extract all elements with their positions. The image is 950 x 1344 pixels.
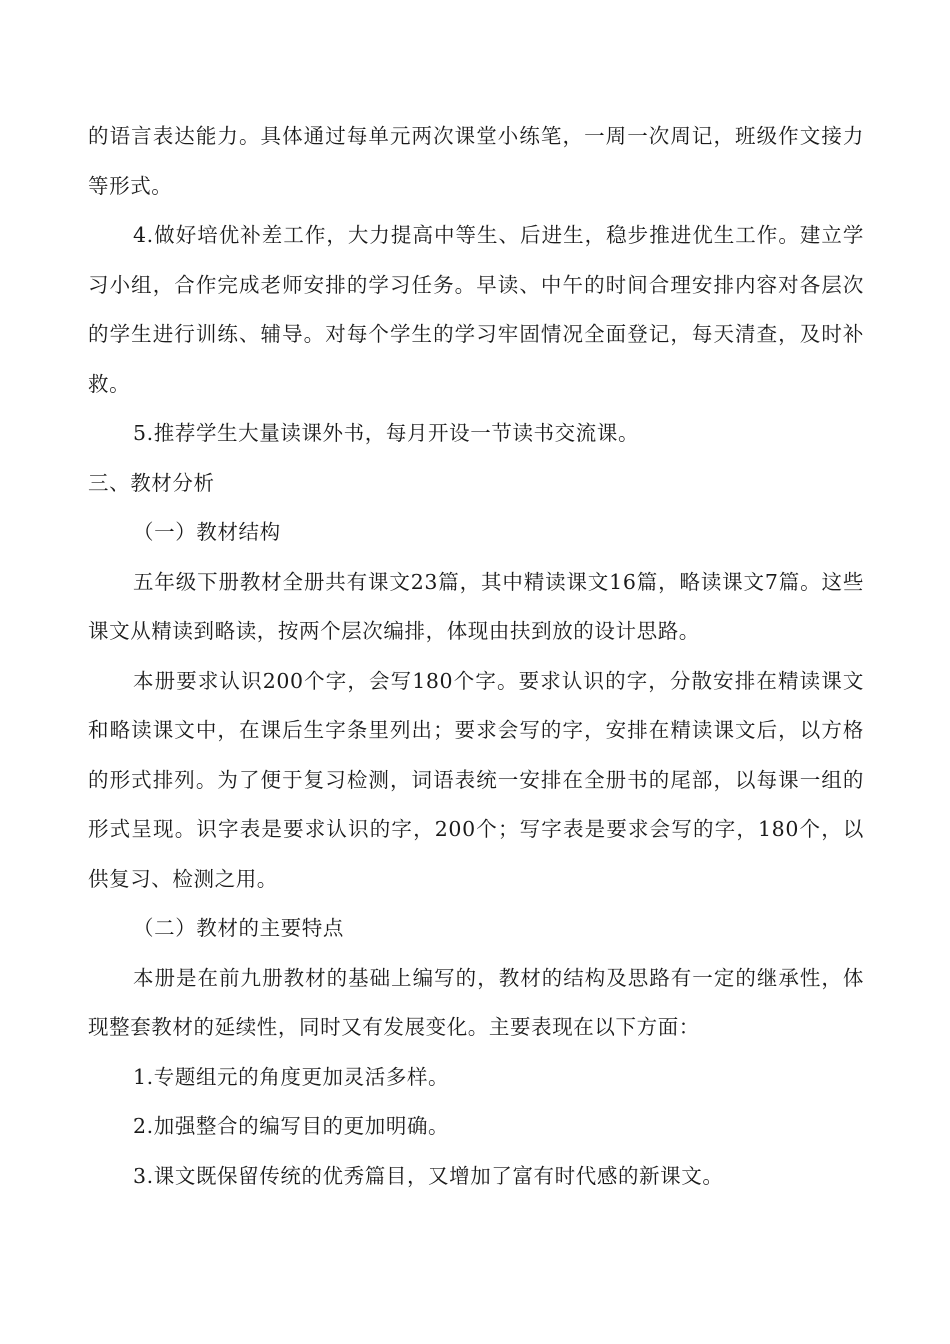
paragraph-continuation: 的语言表达能力。具体通过每单元两次课堂小练笔，一周一次周记，班级作文接力等形式。 bbox=[88, 124, 864, 198]
subsection-heading-features: （二）教材的主要特点 bbox=[133, 916, 344, 940]
list-item-feature-1: 1.专题组元的角度更加灵活多样。 bbox=[133, 1064, 450, 1089]
section-heading-textbook-analysis: 三、教材分析 bbox=[88, 470, 215, 495]
list-item-feature-3: 3.课文既保留传统的优秀篇目，又增加了富有时代感的新课文。 bbox=[133, 1163, 724, 1188]
paragraph-features-intro: 本册是在前九册教材的基础上编写的，教材的结构及思路有一定的继承性，体现整套教材的延续性，同时又有发展变化。主要表现在以下方面： bbox=[88, 965, 864, 1039]
list-item-feature-2: 2.加强整合的编写目的更加明确。 bbox=[133, 1114, 450, 1138]
paragraph-item-5: 5.推荐学生大量读课外书，每月开设一节读书交流课。 bbox=[133, 421, 640, 445]
paragraph-item-4: 4.做好培优补差工作，大力提高中等生、后进生，稳步推进优生工作。建立学习小组，合作完成老师安排的学习任务。早读、中午的时间合理安排内容对各层次的学生进行训练、辅导。对每个学生的学习牢固情况全面登记，每天清查，及时补救。 bbox=[88, 223, 864, 396]
subsection-heading-structure: （一）教材结构 bbox=[133, 520, 281, 544]
paragraph-structure-overview: 五年级下册教材全册共有课文23篇，其中精读课文16篇，略读课文7篇。这些课文从精读到略读，按两个层次编排，体现由扶到放的设计思路。 bbox=[88, 569, 864, 643]
paragraph-character-requirements: 本册要求认识200个字，会写180个字。要求认识的字，分散安排在精读课文和略读课文中，在课后生字条里列出；要求会写的字，安排在精读课文后，以方格的形式排列。为了便于复习检测，词语表统一安排在全册书的尾部，以每课一组的形式呈现。识字表是要求认识的字，200个；写字表是要求会写的字，180个，以供复习、检测之用。 bbox=[88, 668, 864, 891]
document-body bbox=[88, 112, 864, 1201]
